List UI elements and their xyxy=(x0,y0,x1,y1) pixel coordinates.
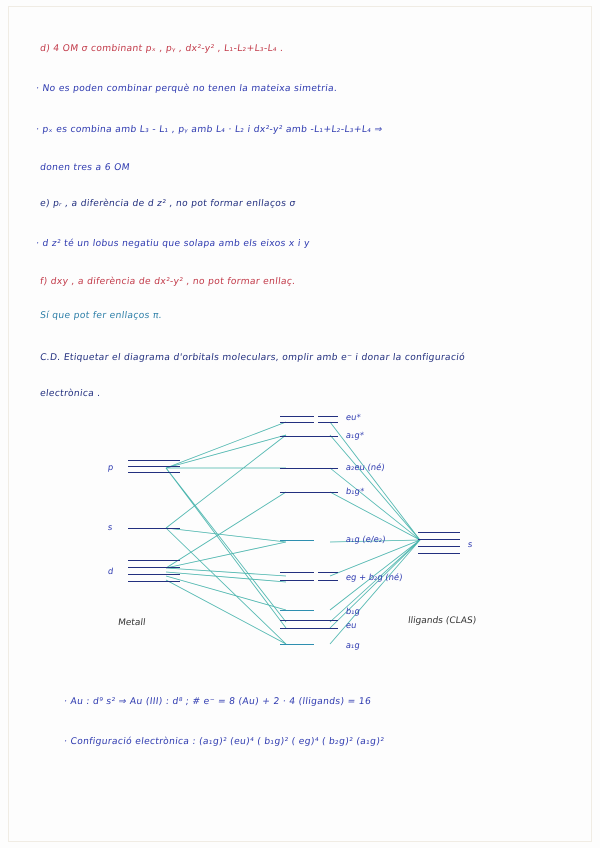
mo-level-eg-b2g-d xyxy=(318,580,338,581)
ligand-level-3 xyxy=(418,546,460,547)
metal-p-level-1 xyxy=(128,460,180,461)
mo-level-eg-b2g-b xyxy=(318,572,338,573)
bottom-note-1: · Au : d⁹ s² ⇒ Au (III) : d⁸ ; # e⁻ = 8 (Au) + 2 · 4 (lligands) = 16 xyxy=(63,696,372,707)
metal-d-level-3 xyxy=(128,574,180,575)
note-line-6: electrònica . xyxy=(39,388,102,399)
ligand-level-4 xyxy=(418,553,460,554)
metal-p-level-3 xyxy=(128,472,180,473)
label-metal-p: p xyxy=(107,462,114,472)
metal-d-level-2 xyxy=(128,567,180,568)
mo-level-a1g-eg xyxy=(280,540,314,541)
label-ligand-s: s xyxy=(467,539,473,549)
mo-level-a2eu xyxy=(280,468,338,469)
label-a1g-star: a₁g* xyxy=(345,430,365,440)
mo-level-b1g xyxy=(280,610,314,611)
label-ligands: lligands (CLAS) xyxy=(407,616,477,626)
metal-s-level xyxy=(128,528,180,529)
note-line-3: donen tres a 6 OM xyxy=(39,162,131,173)
mo-level-eu-a xyxy=(280,620,338,621)
ligand-level-1 xyxy=(418,532,460,533)
mo-level-b1g-star xyxy=(280,492,338,493)
label-eu: eu xyxy=(345,620,358,630)
label-a1g: a₁g xyxy=(345,640,361,650)
metal-d-level-1 xyxy=(128,560,180,561)
label-a1g-eg: a₁g (e/e₂) xyxy=(345,534,387,544)
label-eu-star: eu* xyxy=(345,412,362,422)
label-b1g-star: b₁g* xyxy=(345,486,365,496)
mo-level-eg-b2g-a xyxy=(280,572,314,573)
label-b1g: b₁g xyxy=(345,606,361,616)
label-metal: Metall xyxy=(117,618,146,628)
note-line-d: d) 4 OM σ combinant pₓ , pᵧ , dx²-y² , L₁-L₂+L₃-L₄ . xyxy=(39,43,285,54)
note-line-1: · No es poden combinar perquè no tenen la mateixa simetria. xyxy=(35,83,338,94)
ligand-level-2 xyxy=(418,539,460,540)
label-eg-b2g: eg + b₂g (né) xyxy=(345,572,404,582)
note-line-2: · pₓ es combina amb L₃ - L₁ , pᵧ amb L₄ · L₂ i dx²-y² amb -L₁+L₂-L₃+L₄ ⇒ xyxy=(35,124,384,135)
label-metal-d: d xyxy=(107,566,114,576)
note-line-c: C.D. Etiquetar el diagrama d'orbitals moleculars, omplir amb e⁻ i donar la configuració xyxy=(39,352,466,363)
note-line-4: · d z² té un lobus negatiu que solapa amb els eixos x i y xyxy=(35,238,311,249)
mo-level-a1g xyxy=(280,644,314,645)
metal-d-level-4 xyxy=(128,581,180,582)
note-line-5: Sí que pot fer enllaços π. xyxy=(39,310,163,321)
label-a2eu: a₂eu (né) xyxy=(345,462,386,472)
mo-level-eu-star-a xyxy=(280,416,314,417)
mo-level-eu-star-c xyxy=(280,422,314,423)
note-line-f: f) dxy , a diferència de dx²-y² , no pot formar enllaç. xyxy=(39,276,297,287)
mo-level-eu-star-d xyxy=(318,422,338,423)
note-line-e: e) pᵣ , a diferència de d z² , no pot formar enllaços σ xyxy=(39,198,297,209)
bottom-note-2: · Configuració electrònica : (a₁g)² (eu)⁴ ( b₁g)² ( eg)⁴ ( b₂g)² (a₁g)² xyxy=(63,736,385,747)
mo-level-eu-b xyxy=(280,628,338,629)
mo-level-eg-b2g-c xyxy=(280,580,314,581)
mo-level-eu-star-b xyxy=(318,416,338,417)
mo-diagram xyxy=(90,400,520,660)
mo-level-a1g-star xyxy=(280,436,338,437)
label-metal-s: s xyxy=(107,522,113,532)
metal-p-level-2 xyxy=(128,466,180,467)
